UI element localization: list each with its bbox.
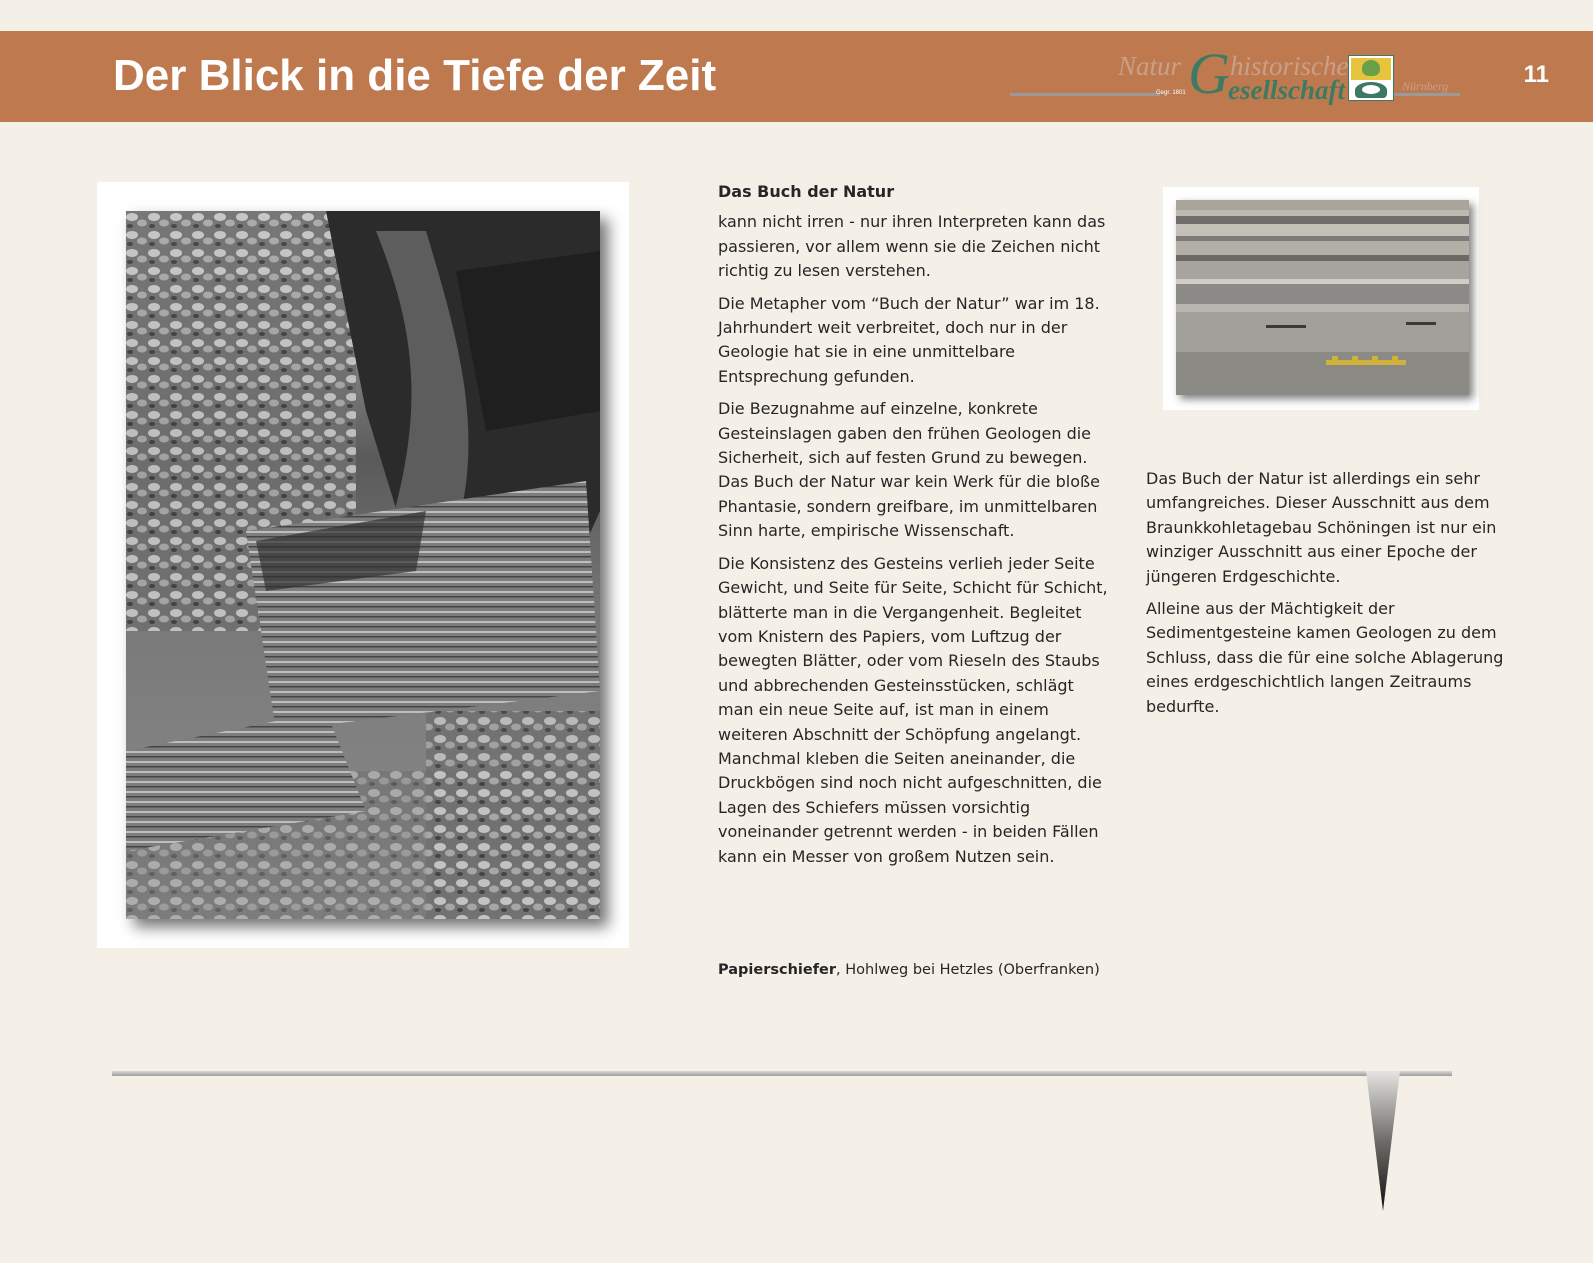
logo-emblem-icon	[1348, 55, 1394, 101]
logo-word-natur: Natur	[1118, 51, 1182, 81]
page-number: 11	[1523, 61, 1549, 88]
main-paragraph-1: kann nicht irren - nur ihren Interpreten kann das passieren, vor allem wenn sie die Zeichen nicht richtig zu lesen verstehen.	[718, 212, 1106, 281]
side-paragraph-2: Alleine aus der Mächtigkeit der Sedimentgesteine kamen Geologen zu dem Schluss, dass die für eine solche Ablagerung eines erdgeschichtlich langen Zeitraums bedurfte.	[1146, 599, 1504, 716]
section-heading: Das Buch der Natur	[718, 182, 895, 201]
bottom-rule	[112, 1071, 1452, 1076]
logo-word-gesellschaft: esellschaft	[1228, 75, 1345, 105]
caption-rest: , Hohlweg bei Hetzles (Oberfranken)	[836, 962, 1100, 978]
logo-word-historische: historische	[1230, 51, 1349, 81]
logo-founded: Gegr. 1801	[1156, 90, 1186, 96]
logo-city: Nürnberg	[1402, 79, 1449, 93]
main-text-column	[718, 180, 1108, 877]
society-logo	[1010, 41, 1460, 109]
photo-caption	[718, 962, 1100, 978]
main-paragraph-4: Die Konsistenz des Gesteins verlieh jeder Seite Gewicht, und Seite für Seite, Schicht für Schicht, blätterte man in die Vergangenheit. Begleitet vom Knistern des Papiers, vom Luftzug der bewegten Blätter, oder vom Rieseln des Staubs und abbrechenden Gesteinsstücken, schlägt man ein neue Seite auf, ist man in einem weiteren Abschnitt der Schöpfung angelangt. Manchmal kleben die Seiten aneinander, die Druckbögen sind noch nicht aufgeschnitten, die Lagen des Schiefers müssen vorsichtig voneinander getrennt werden - in beiden Fällen kann ein Messer von großem Nutzen sein.	[718, 553, 1108, 866]
page-title: Der Blick in die Tiefe der Zeit	[113, 51, 717, 100]
caption-bold: Papierschiefer	[718, 962, 837, 978]
header-band	[0, 31, 1593, 122]
logo-initial: G	[1188, 41, 1230, 106]
slate-outcrop-photo	[126, 211, 600, 919]
lignite-mine-photo	[1176, 200, 1469, 395]
logo-rule-left	[1010, 93, 1160, 96]
time-marker-icon	[1366, 1071, 1400, 1211]
main-paragraph-2: Die Metapher vom “Buch der Natur” war im 18. Jahrhundert weit verbreitet, doch nur in der Geologie hat sie in eine unmittelbare Entsprechung gefunden.	[718, 293, 1100, 386]
side-text-column	[1146, 467, 1516, 727]
main-paragraph-3: Die Bezugnahme auf einzelne, konkrete Gesteinslagen gaben den frühen Geologen die Sicherheit, sich auf festen Grund zu bewegen. Das Buch der Natur war kein Werk für die bloße Phantasie, sondern greifbare, im unmittelbaren Sinn harte, empirische Wissenschaft.	[718, 399, 1100, 541]
side-paragraph-1: Das Buch der Natur ist allerdings ein sehr umfangreiches. Dieser Ausschnitt aus dem Braunkkohletagebau Schöningen ist nur ein winziger Ausschnitt aus einer Epoche der jüngeren Erdgeschichte.	[1146, 469, 1497, 586]
